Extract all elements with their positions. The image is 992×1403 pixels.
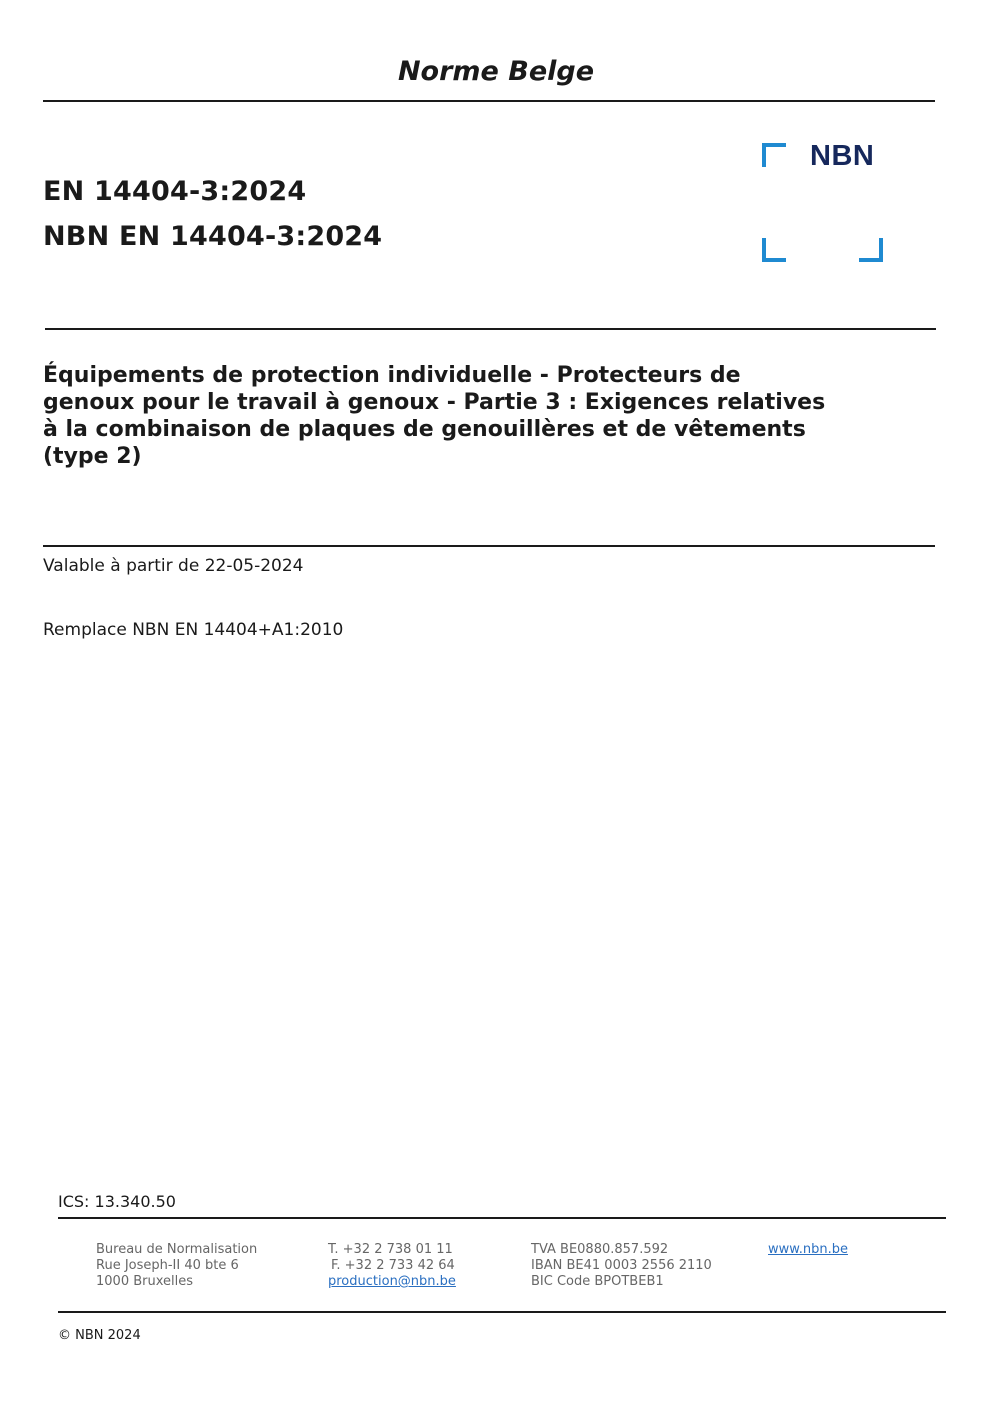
replaces-standard: Remplace NBN EN 14404+A1:2010 — [43, 620, 344, 640]
document-title — [43, 362, 903, 470]
footer-address-line: Bureau de Normalisation — [96, 1242, 258, 1257]
footer-website-link[interactable]: www.nbn.be — [768, 1242, 848, 1257]
footer-web — [768, 1242, 848, 1258]
footer-phone: T. +32 2 738 01 11 — [328, 1242, 453, 1257]
footer-bottom-divider — [58, 1311, 946, 1313]
header-divider — [43, 100, 935, 102]
logo-text: NBN — [810, 140, 875, 172]
document-title-line: (type 2) — [43, 444, 142, 469]
footer-tva: TVA BE0880.857.592 — [531, 1242, 669, 1257]
document-title-line: à la combinaison de plaques de genouillères et de vêtements — [43, 417, 806, 442]
footer-iban: IBAN BE41 0003 2556 2110 — [531, 1258, 712, 1273]
document-title-line: Équipements de protection individuelle - Protecteurs de — [43, 363, 741, 388]
footer-address-line: 1000 Bruxelles — [96, 1274, 194, 1289]
ics-code: ICS: 13.340.50 — [58, 1192, 176, 1211]
document-title-line: genoux pour le travail à genoux - Partie 3 : Exigences relatives — [43, 390, 826, 415]
footer-bic: BIC Code BPOTBEB1 — [531, 1274, 664, 1289]
footer-address-line: Rue Joseph-II 40 bte 6 — [96, 1258, 239, 1273]
code-divider — [45, 328, 936, 330]
footer-banking — [531, 1242, 712, 1290]
validity-date: Valable à partir de 22-05-2024 — [43, 556, 304, 576]
footer-address — [96, 1242, 257, 1290]
nbn-logo — [762, 140, 886, 264]
footer-top-divider — [58, 1217, 946, 1219]
footer-fax: F. +32 2 733 42 64 — [331, 1258, 455, 1273]
standard-code-en: EN 14404-3:2024 — [43, 176, 307, 207]
logo-corner-bottom-left — [762, 238, 786, 262]
copyright-notice: © NBN 2024 — [58, 1328, 141, 1343]
standard-code-nbn: NBN EN 14404-3:2024 — [43, 221, 383, 252]
logo-corner-bottom-right — [859, 238, 883, 262]
footer-email-link[interactable]: production@nbn.be — [328, 1274, 456, 1289]
logo-corner-top-left — [762, 143, 786, 167]
title-divider — [43, 545, 935, 547]
document-header-title: Norme Belge — [397, 56, 595, 87]
footer-contact — [328, 1242, 456, 1290]
